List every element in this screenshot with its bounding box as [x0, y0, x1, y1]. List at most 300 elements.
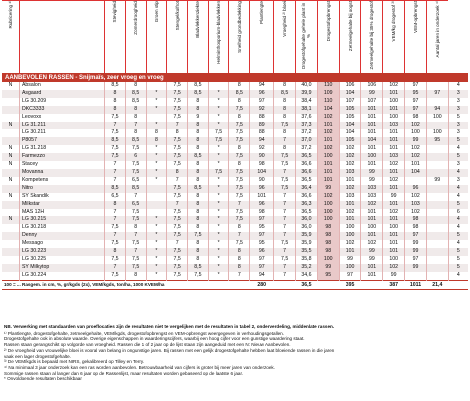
section-title: AANBEVOLEN RASSEN - Snijmaïs, zeer vroeg en vroeg: [2, 73, 468, 82]
row-variety-name: LG 30.224: [19, 272, 104, 280]
row-cell: 101: [383, 129, 405, 137]
row-cell: [405, 177, 427, 185]
row-cell: *: [146, 256, 167, 264]
row-cell: 7,5: [167, 193, 188, 201]
row-cell: [426, 122, 448, 130]
row-cell: 7,5: [125, 216, 146, 224]
row-cell: 5: [456, 113, 460, 120]
row-cell: 7: [105, 264, 126, 272]
row-cell: *: [146, 122, 167, 130]
table-row: [2, 193, 468, 201]
table-row: [2, 201, 468, 209]
row-variety-name: LG 30.209: [19, 98, 104, 106]
table-row: [2, 153, 468, 161]
column-header-6: Helminthosporium-bladvlekken: [208, 1, 229, 74]
row-cell: 5: [448, 153, 468, 161]
row-cell: 8: [188, 240, 209, 248]
row-cell: 98: [250, 209, 274, 217]
row-cell: 106: [361, 82, 383, 90]
row-cell: 8: [188, 122, 209, 130]
row-cell: 100: [339, 232, 361, 240]
row-cell: *: [208, 209, 229, 217]
row-cell: *: [208, 272, 229, 280]
row-cell: 101: [405, 161, 427, 169]
row-cell: *: [208, 232, 229, 240]
table-row: [2, 264, 468, 272]
row-cell: 101: [383, 137, 405, 145]
row-cell: 7: [229, 201, 250, 209]
row-cell: 102: [405, 209, 427, 217]
row-variety-name: Movanna: [19, 169, 104, 177]
row-cell: 101: [361, 161, 383, 169]
row-cell: 8: [229, 145, 250, 153]
row-cell: 97: [405, 106, 427, 114]
column-header-4: Stengel/kolfrot: [167, 1, 188, 74]
footnote-item: vaak een lager drogestofgehalte.: [4, 353, 71, 359]
row-cell: 6: [456, 208, 460, 215]
row-cell: 8,5: [125, 98, 146, 106]
row-cell: *: [146, 216, 167, 224]
row-rubric: N: [2, 161, 19, 169]
row-cell: [426, 201, 448, 209]
footer-row: [2, 280, 468, 289]
row-cell: 102: [361, 240, 383, 248]
row-cell: 95: [317, 272, 339, 280]
row-cell: 7: [167, 201, 188, 209]
row-cell: 101: [339, 248, 361, 256]
column-header-15: VEM-opbrengst: [405, 1, 427, 74]
row-cell: 103: [383, 122, 405, 130]
table-row: [2, 98, 468, 106]
row-cell: 8: [105, 90, 126, 98]
row-cell: 96: [250, 90, 274, 98]
footnote-item: ⁴⁾ Na minimaal 3 jaar onderzoek kan een ras worden aanbevolen. Betrouwbaarheid van cijfers is groter bij meer jaren van onderzoek.: [4, 364, 275, 370]
row-cell: 5: [448, 264, 468, 272]
row-cell: 7,5: [208, 137, 229, 145]
row-cell: 100: [383, 256, 405, 264]
row-cell: 98: [250, 161, 274, 169]
table-row: [2, 216, 468, 224]
row-rubric: [2, 185, 19, 193]
row-cell: 8: [105, 98, 126, 106]
row-cell: 7,5: [229, 216, 250, 224]
row-cell: [146, 82, 167, 90]
row-cell: 37,2: [296, 129, 318, 137]
row-cell: 100: [317, 216, 339, 224]
row-rubric: [2, 106, 19, 114]
column-header-9: Vroegheid ²⁾ bloei: [274, 1, 296, 74]
row-cell: 101: [317, 122, 339, 130]
row-cell: *: [146, 98, 167, 106]
row-cell: 8: [188, 161, 209, 169]
row-cell: 101: [317, 137, 339, 145]
row-cell: 7: [274, 224, 296, 232]
row-cell: 104: [339, 90, 361, 98]
row-cell: 101: [361, 272, 383, 280]
row-cell: *: [208, 224, 229, 232]
footer-cell: 21,4: [426, 280, 448, 289]
row-cell: *: [208, 185, 229, 193]
row-cell: [146, 185, 167, 193]
row-cell: 98: [405, 216, 427, 224]
row-cell: *: [208, 145, 229, 153]
row-cell: 7,5: [167, 256, 188, 264]
row-cell: 89: [250, 122, 274, 130]
footnote-list: [4, 331, 468, 382]
row-cell: 102: [317, 145, 339, 153]
row-cell: 104: [339, 122, 361, 130]
row-cell: 102: [339, 209, 361, 217]
row-cell: 101: [317, 161, 339, 169]
row-cell: 7,5: [274, 161, 296, 169]
row-cell: 7: [105, 216, 126, 224]
row-cell: 97: [250, 264, 274, 272]
row-cell: 7,5: [167, 272, 188, 280]
row-cell: 102: [339, 161, 361, 169]
row-cell: [426, 272, 448, 280]
row-cell: 37,0: [296, 137, 318, 145]
row-cell: 97: [405, 256, 427, 264]
row-variety-name: LG 30.215: [19, 216, 104, 224]
row-cell: 101: [383, 169, 405, 177]
row-cell: 88: [250, 129, 274, 137]
table-row: [2, 248, 468, 256]
row-variety-name: Leovoxx: [19, 114, 104, 122]
row-cell: 7: [274, 193, 296, 201]
row-variety-name: LG 30.225: [19, 256, 104, 264]
row-cell: 8: [125, 106, 146, 114]
row-cell: [426, 153, 448, 161]
row-cell: 102: [339, 240, 361, 248]
row-cell: 97: [426, 90, 448, 98]
footer-cell: 280: [250, 280, 274, 289]
row-rubric: [2, 129, 19, 137]
footer-cell: 1011: [405, 280, 427, 289]
row-cell: 5: [456, 255, 460, 262]
row-cell: 7: [274, 272, 296, 280]
column-header-7: Snelheid grondbedekking: [229, 1, 250, 74]
row-cell: 90: [250, 153, 274, 161]
row-cell: 8: [229, 256, 250, 264]
row-cell: 99: [426, 177, 448, 185]
row-cell: 101: [383, 216, 405, 224]
nb-note: NB. Verwerking met standaarden van proeflocaties zijn de resultaten niet te vergelijken met de resultaten in tabel 2, onderverdeling, middenlate rassen.: [4, 324, 335, 329]
row-variety-name: LG 31.218: [19, 145, 104, 153]
row-cell: *: [208, 106, 229, 114]
row-cell: 7: [167, 240, 188, 248]
row-cell: 99: [361, 90, 383, 98]
row-cell: 7: [274, 209, 296, 217]
footer-cell: [208, 280, 229, 289]
table-row: [2, 114, 468, 122]
row-cell: 7,5: [167, 98, 188, 106]
footer-cell: 36,5: [296, 280, 318, 289]
row-cell: 102: [383, 82, 405, 90]
row-cell: 6,5: [125, 177, 146, 185]
row-cell: 7: [229, 232, 250, 240]
row-cell: 90: [250, 177, 274, 185]
row-cell: 100: [317, 153, 339, 161]
row-rubric: N: [2, 82, 19, 90]
row-cell: 8: [229, 224, 250, 232]
row-cell: 8,5: [188, 264, 209, 272]
footnote-item: ²⁾ De vroegheid van vrouwelijke bloei is vooral van belang in ongunstige jaren. Bij rassen met een gelijk drogestofgehalte hebben laat bloeiende rassen in die jaren: [4, 347, 335, 353]
row-rubric: [2, 256, 19, 264]
row-cell: 36,5: [296, 177, 318, 185]
row-cell: 94: [250, 272, 274, 280]
row-cell: 8: [188, 209, 209, 217]
footer-cell: [167, 280, 188, 289]
row-variety-name: Kompetens: [19, 177, 104, 185]
row-variety-name: SY Milkytop: [19, 264, 104, 272]
row-cell: *: [146, 272, 167, 280]
row-cell: 36,5: [296, 153, 318, 161]
row-cell: [426, 248, 448, 256]
row-cell: 8: [274, 82, 296, 90]
footer-label: 100 = ... Rasgem. in cm, %, gr/kgds (2x), VEM/kgds, ton/ha, 1000 KVEM/ha: [4, 282, 165, 288]
row-cell: 110: [317, 98, 339, 106]
row-cell: 4: [456, 271, 460, 278]
table-body: [2, 73, 468, 289]
row-cell: 7,5: [229, 193, 250, 201]
row-cell: 101: [317, 169, 339, 177]
row-cell: 100: [339, 264, 361, 272]
row-cell: 37,3: [296, 122, 318, 130]
row-cell: 99: [317, 264, 339, 272]
footer-cell: [229, 280, 250, 289]
row-cell: 8: [188, 248, 209, 256]
row-rubric: [2, 90, 19, 98]
row-cell: 7,5: [229, 240, 250, 248]
row-cell: 103: [361, 185, 383, 193]
row-cell: 38,4: [296, 98, 318, 106]
row-cell: 102: [317, 114, 339, 122]
row-cell: 7: [105, 122, 126, 130]
row-variety-name: Denny: [19, 232, 104, 240]
row-cell: 6,5: [125, 201, 146, 209]
row-cell: [426, 98, 448, 106]
row-cell: 7,5: [125, 209, 146, 217]
row-cell: 100: [383, 98, 405, 106]
row-cell: 99: [361, 256, 383, 264]
row-variety-name: P8057: [19, 137, 104, 145]
row-cell: 102: [339, 185, 361, 193]
row-cell: 8: [229, 114, 250, 122]
row-cell: 101: [361, 264, 383, 272]
row-cell: 97: [405, 82, 427, 90]
row-cell: *: [208, 248, 229, 256]
table-row: [2, 129, 468, 137]
row-cell: 96: [250, 185, 274, 193]
row-rubric: N: [2, 145, 19, 153]
row-cell: 7: [105, 177, 126, 185]
row-cell: 103: [405, 201, 427, 209]
row-variety-name: LG 30.223: [19, 248, 104, 256]
column-header-12: Zetmeelgehalte bij oogst: [339, 1, 361, 74]
row-cell: *: [146, 145, 167, 153]
footnote-item: Rassen staan gerangschikt op volgorde van vroegheid. Rassen die 1 of 2 jaar op de lijst staan zijn aangeduid met een N: Nieuw Aanbevolen.: [4, 342, 291, 348]
row-cell: 99: [405, 240, 427, 248]
row-cell: 7,5: [229, 209, 250, 217]
row-rubric: N: [2, 177, 19, 185]
row-cell: 101: [383, 240, 405, 248]
row-cell: 7,5: [229, 169, 250, 177]
row-cell: 7,5: [229, 153, 250, 161]
row-cell: 101: [361, 209, 383, 217]
row-cell: 8: [229, 161, 250, 169]
row-cell: 7: [125, 232, 146, 240]
row-cell: 102: [317, 129, 339, 137]
row-cell: 102: [317, 193, 339, 201]
row-cell: 102: [339, 153, 361, 161]
row-cell: 7,5: [167, 90, 188, 98]
row-cell: 101: [361, 114, 383, 122]
row-variety-name: Milkstar: [19, 201, 104, 209]
footer-cell: [274, 280, 296, 289]
row-cell: 4: [448, 185, 468, 193]
footnote-item: Drogestofgehalte ook in absolute waarde. Overige eigenschappen in waarderingscijfers, waarbij een hoog cijfer voor een gunstige waardering staat.: [4, 336, 305, 342]
row-rubric: N: [2, 153, 19, 161]
row-cell: 3: [448, 122, 468, 130]
row-cell: 7: [125, 122, 146, 130]
row-cell: 4: [456, 240, 460, 247]
table-row: [2, 161, 468, 169]
row-cell: 8,5: [229, 90, 250, 98]
row-cell: 7,5: [229, 129, 250, 137]
row-cell: 35,9: [296, 240, 318, 248]
row-cell: 5: [448, 232, 468, 240]
row-cell: 97: [250, 98, 274, 106]
row-cell: 7,5: [229, 137, 250, 145]
row-cell: 101: [361, 232, 383, 240]
row-cell: 7: [167, 122, 188, 130]
footnote-item: ¹⁾ Plantlengte, drogestofgehalte, zetmeelgehalte, VEM/kgds, drogestofopbrengst en VEM-opbrengst weergegeven in verhoudingsgetallen.: [4, 330, 284, 336]
row-cell: 107: [339, 98, 361, 106]
row-cell: 36,6: [296, 161, 318, 169]
row-variety-name: LG 30.218: [19, 224, 104, 232]
column-header-3: Groen stip: [146, 1, 167, 74]
row-cell: 104: [405, 169, 427, 177]
row-cell: 7,5: [229, 122, 250, 130]
row-cell: 36,3: [296, 201, 318, 209]
row-cell: *: [208, 177, 229, 185]
row-cell: [426, 264, 448, 272]
row-cell: 97: [250, 232, 274, 240]
table-row: [2, 90, 468, 98]
row-cell: *: [146, 224, 167, 232]
row-cell: 8: [274, 114, 296, 122]
row-cell: [426, 161, 448, 169]
row-cell: 7,5: [167, 153, 188, 161]
row-cell: 7: [105, 232, 126, 240]
variety-table: [2, 0, 468, 290]
column-header-name: [19, 1, 104, 74]
row-cell: *: [208, 256, 229, 264]
row-cell: 8,5: [105, 137, 126, 145]
row-cell: 100: [383, 114, 405, 122]
row-cell: 37,6: [296, 114, 318, 122]
row-cell: *: [208, 161, 229, 169]
row-cell: 102: [383, 177, 405, 185]
row-cell: 7: [105, 169, 126, 177]
row-cell: 8: [188, 216, 209, 224]
row-cell: 98: [317, 232, 339, 240]
row-cell: 8: [188, 193, 209, 201]
row-cell: 98: [405, 224, 427, 232]
row-cell: 103: [361, 193, 383, 201]
row-cell: 7,5: [167, 224, 188, 232]
column-header-11: Drogestofopbrengst: [317, 1, 339, 74]
row-cell: 101: [339, 201, 361, 209]
row-rubric: [2, 248, 19, 256]
row-cell: *: [208, 201, 229, 209]
row-cell: 7: [125, 248, 146, 256]
row-cell: 101: [361, 145, 383, 153]
row-cell: 7,5: [167, 216, 188, 224]
row-cell: 97: [339, 272, 361, 280]
row-cell: 102: [383, 161, 405, 169]
row-cell: 3: [456, 97, 460, 104]
row-cell: 6,5: [105, 193, 126, 201]
row-cell: 8: [188, 177, 209, 185]
row-cell: 8: [125, 224, 146, 232]
row-cell: 7,5: [105, 145, 126, 153]
row-cell: 101: [361, 129, 383, 137]
row-cell: 8: [125, 129, 146, 137]
table-row: [2, 177, 468, 185]
row-cell: 94: [426, 106, 448, 114]
row-cell: 8,5: [125, 90, 146, 98]
row-variety-name: Asgaard: [19, 90, 104, 98]
row-cell: *: [146, 90, 167, 98]
row-cell: *: [208, 122, 229, 130]
row-cell: 104: [317, 106, 339, 114]
row-cell: [426, 193, 448, 201]
row-cell: 7,5: [125, 240, 146, 248]
row-cell: 102: [383, 264, 405, 272]
column-header-8: Plantlengte: [250, 1, 274, 74]
row-cell: 95: [405, 90, 427, 98]
row-cell: 101: [383, 232, 405, 240]
row-cell: 8: [188, 224, 209, 232]
row-cell: 100: [426, 114, 448, 122]
row-cell: 35,8: [296, 256, 318, 264]
row-cell: 8: [188, 256, 209, 264]
column-header-5: Bladvlekkenziekte: [188, 1, 209, 74]
row-cell: 7: [274, 137, 296, 145]
row-cell: [146, 193, 167, 201]
column-header-10: Drogestofgehalte gehele plant in %: [296, 1, 318, 74]
row-cell: 96: [405, 185, 427, 193]
row-cell: 3: [456, 161, 460, 168]
row-cell: 100: [405, 129, 427, 137]
row-cell: [426, 216, 448, 224]
footer-cell: [361, 280, 383, 289]
row-cell: 3: [456, 176, 460, 183]
column-header-16: Aantal jaren in onderzoek ⁴⁾: [426, 1, 448, 74]
row-cell: 97: [250, 216, 274, 224]
column-header-rubricering: Rubricering ¹⁾: [2, 1, 19, 74]
row-cell: 4: [456, 82, 460, 88]
row-cell: 102: [339, 145, 361, 153]
table-row: [2, 209, 468, 217]
row-cell: 7,5: [188, 272, 209, 280]
row-cell: 36,6: [296, 169, 318, 177]
row-cell: 40,0: [296, 82, 318, 90]
footnotes: [4, 324, 468, 382]
row-cell: 88: [250, 114, 274, 122]
row-cell: 97: [405, 98, 427, 106]
